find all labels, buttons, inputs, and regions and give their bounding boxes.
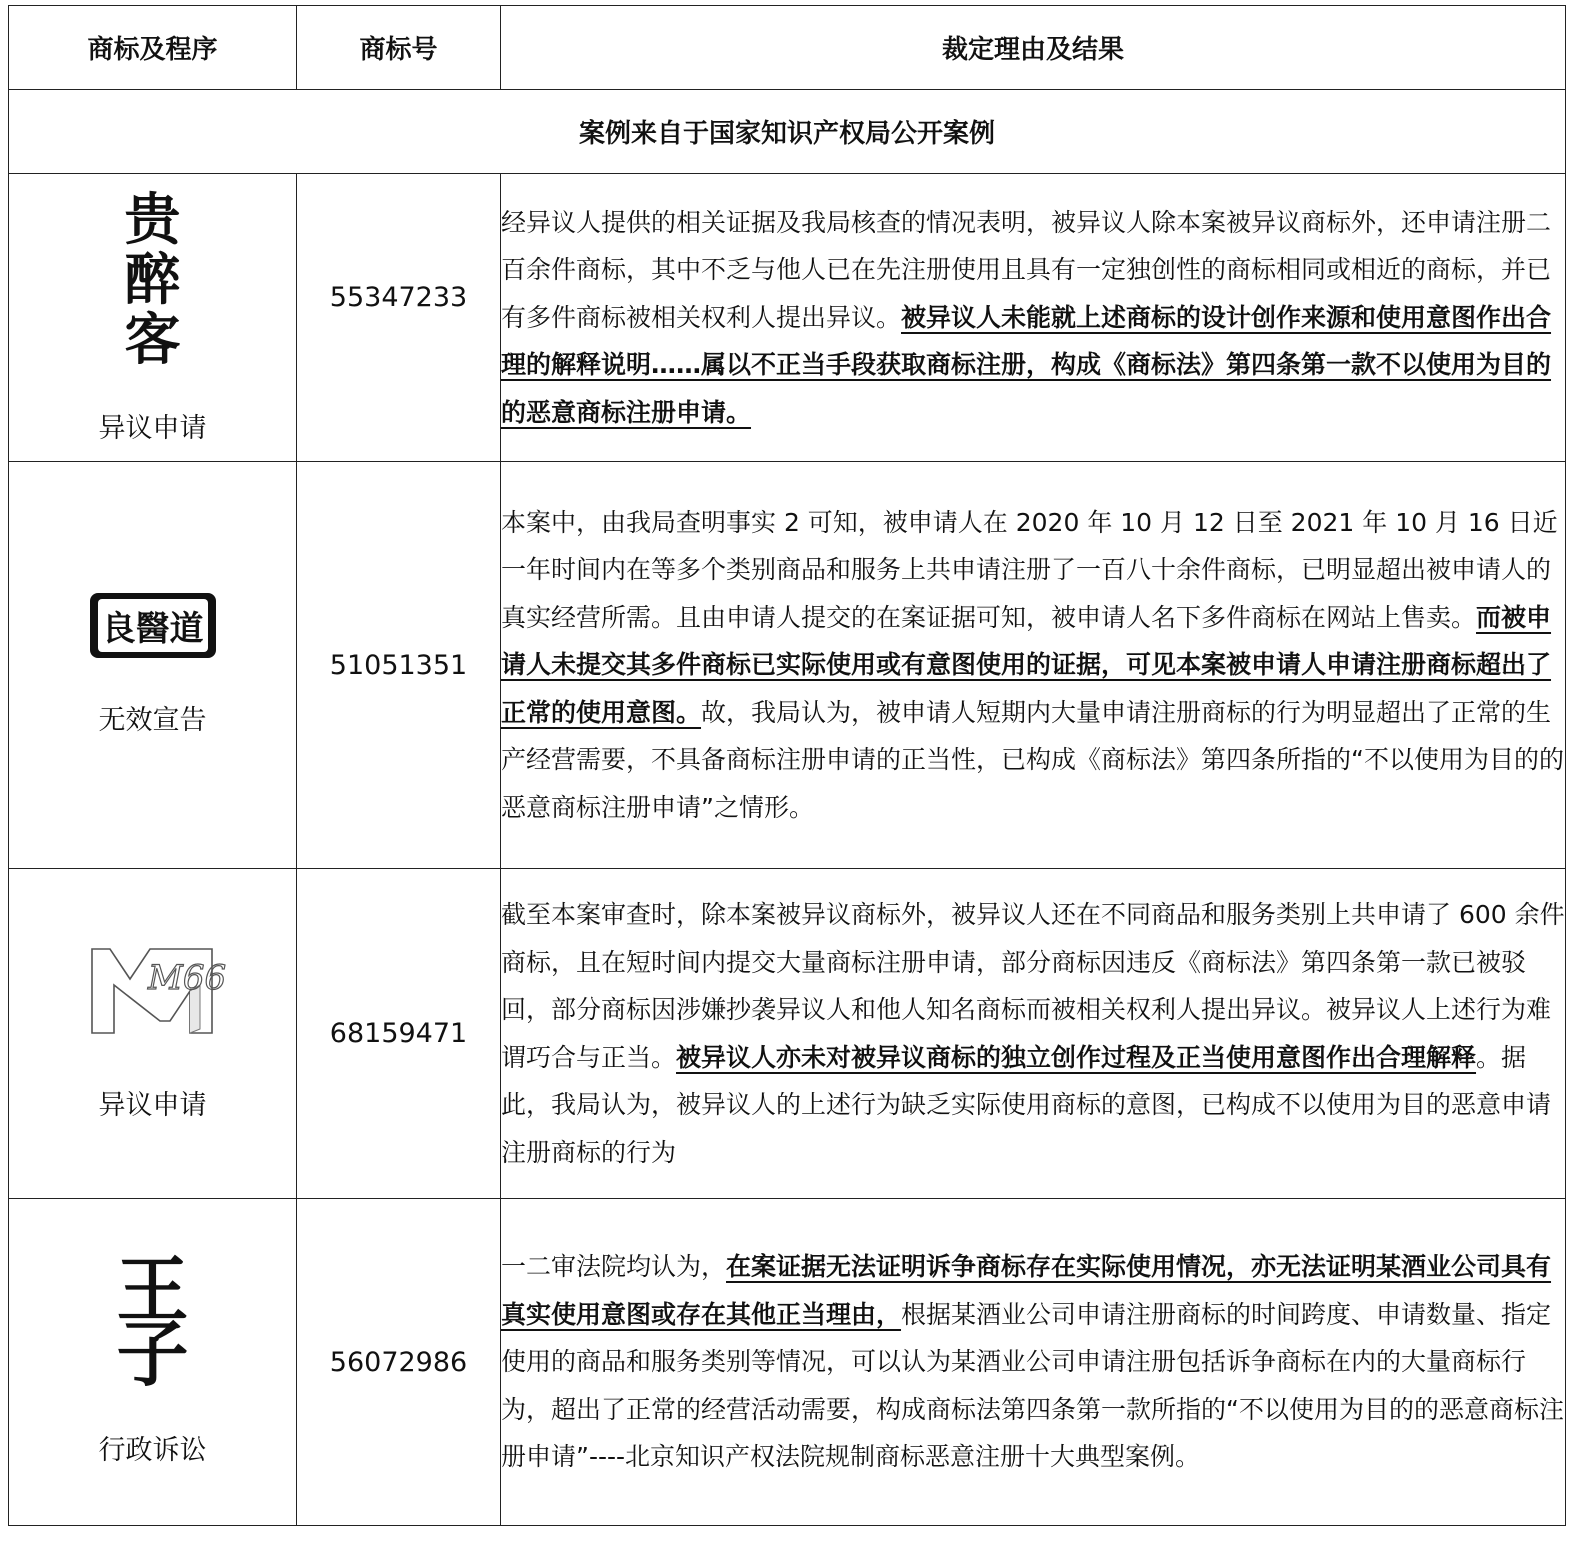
trademark-number: 55347233 bbox=[297, 174, 501, 462]
trademark-cell bbox=[9, 1199, 297, 1526]
reason-text: 截至本案审查时，除本案被异议商标外，被异议人还在不同商品和服务类别上共申请了 600 余件商标，且在短时间内提交大量商标注册申请，部分商标因违反《商标法》第四条第一款已被驳回，部分商标因涉嫌抄袭异议人和他人知名商标而被相关权利人提出异议。被异议人上述行为难谓巧合与正当。被异议人亦未对被异议商标的独立创作过程及正当使用意图作出合理解释。据此，我局认为，被异议人的上述行为缺乏实际使用商标的意图，已构成不以使用为目的恶意申请注册商标的行为 bbox=[501, 869, 1566, 1199]
header-trademark-procedure: 商标及程序 bbox=[9, 6, 297, 90]
m66-logo-icon bbox=[90, 945, 226, 1039]
procedure-label: 异议申请 bbox=[98, 413, 207, 444]
table-row bbox=[9, 462, 1566, 869]
header-reason-result: 裁定理由及结果 bbox=[501, 6, 1566, 90]
reason-text: 本案中，由我局查明事实 2 可知，被申请人在 2020 年 10 月 12 日至 2021 年 10 月 16 日近一年时间内在等多个类别商品和服务上共申请注册了一百八十余件商标，已明显超出被申请人的真实经营所需。且由申请人提交的在案证据可知，被申请人名下多件商标在网站上售卖。而被申请人未提交其多件商标已实际使用或有意图使用的证据，可见本案被申请人申请注册商标超出了正常的使用意图。故，我局认为，被申请人短期内大量申请注册商标的行为明显超出了正常的生产经营需要，不具备商标注册申请的正当性，已构成《商标法》第四条所指的“不以使用为目的的恶意商标注册申请”之情形。 bbox=[501, 462, 1566, 869]
trademark-logo-m66 bbox=[9, 945, 296, 1039]
cases-table bbox=[8, 5, 1566, 1526]
procedure-label: 行政诉讼 bbox=[98, 1434, 207, 1466]
svg-text:M66: M66 bbox=[147, 958, 226, 998]
trademark-logo-guizuike: 贵 醉 客 bbox=[124, 187, 181, 373]
trademark-cell bbox=[9, 462, 297, 869]
trademark-logo-wangzi: 王 子 bbox=[116, 1246, 189, 1396]
source-note: 案例来自于国家知识产权局公开案例 bbox=[9, 90, 1566, 174]
trademark-cell bbox=[9, 174, 297, 462]
table-row bbox=[9, 174, 1566, 462]
source-row bbox=[9, 90, 1566, 174]
header-trademark-number: 商标号 bbox=[297, 6, 501, 90]
reason-text: 一二审法院均认为，在案证据无法证明诉争商标存在实际使用情况，亦无法证明某酒业公司具有真实使用意图或存在其他正当理由，根据某酒业公司申请注册商标的时间跨度、申请数量、指定使用的商品和服务类别等情况，可以认为某酒业公司申请注册包括诉争商标在内的大量商标行为，超出了正常的经营活动需要，构成商标法第四条第一款所指的“不以使用为目的的恶意商标注册申请”----北京知识产权法院规制商标恶意注册十大典型案例。 bbox=[501, 1199, 1566, 1526]
header-row bbox=[9, 6, 1566, 90]
table-row bbox=[9, 869, 1566, 1199]
trademark-number: 56072986 bbox=[297, 1199, 501, 1526]
trademark-logo-liangyidao: 良醫道 bbox=[9, 593, 296, 658]
trademark-number: 51051351 bbox=[297, 462, 501, 869]
table-row bbox=[9, 1199, 1566, 1526]
trademark-cell bbox=[9, 869, 297, 1199]
reason-text: 经异议人提供的相关证据及我局核查的情况表明，被异议人除本案被异议商标外，还申请注册二百余件商标，其中不乏与他人已在先注册使用且具有一定独创性的商标相同或相近的商标，并已有多件商标被相关权利人提出异议。被异议人未能就上述商标的设计创作来源和使用意图作出合理的解释说明……属以不正当手段获取商标注册，构成《商标法》第四条第一款不以使用为目的的恶意商标注册申请。 bbox=[501, 174, 1566, 462]
trademark-number: 68159471 bbox=[297, 869, 501, 1199]
procedure-label: 异议申请 bbox=[98, 1090, 207, 1121]
procedure-label: 无效宣告 bbox=[98, 705, 207, 736]
